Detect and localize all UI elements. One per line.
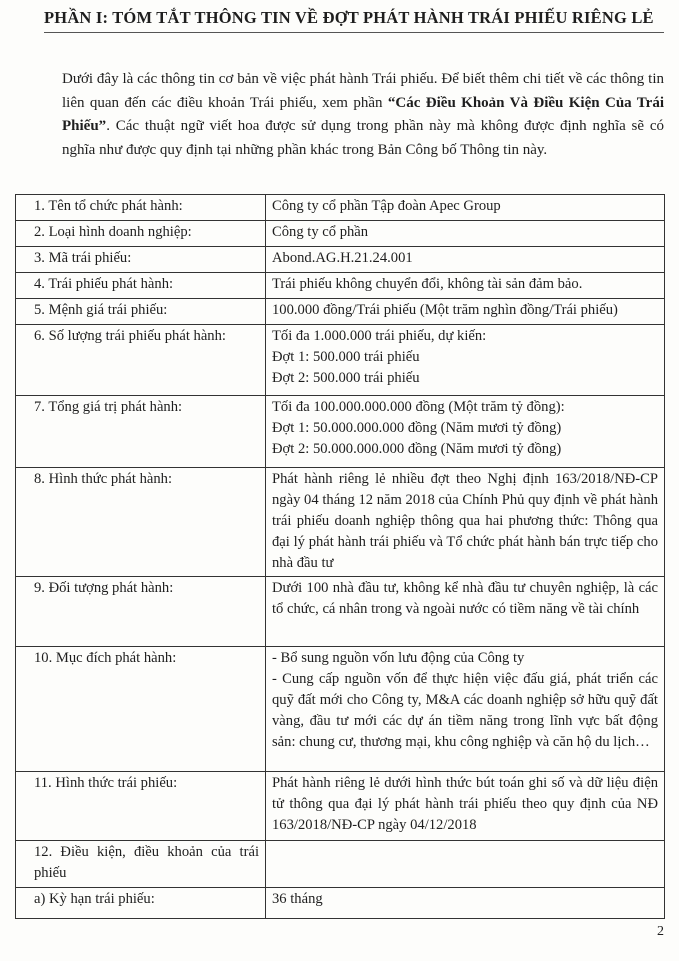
row-value [266,325,665,396]
row-value-line: Đợt 2: 500.000 trái phiếu [272,370,420,386]
intro-text-2: . Các thuật ngữ viết hoa được sử dụng trong phần này mà không được định nghĩa sẽ có nghĩa như được quy định tại những phần khác trong Bản Công bố Thông tin này. [62,118,664,158]
row-value [266,841,665,888]
intro-paragraph [62,68,664,162]
table-row [16,577,665,647]
row-label: 10. Mục đích phát hành: [16,647,266,772]
row-value-line: Đợt 1: 500.000 trái phiếu [272,349,420,365]
row-value [266,577,665,647]
row-label: 12. Điều kiện, điều khoản của trái phiếu [16,841,266,888]
title-underline [44,32,664,33]
row-value-line: Trái phiếu không chuyển đổi, không tài sản đảm bảo. [272,276,583,292]
section-title: PHẦN I: TÓM TẮT THÔNG TIN VỀ ĐỢT PHÁT HÀNH TRÁI PHIẾU RIÊNG LẺ [44,8,654,27]
row-value-line: - Bổ sung nguồn vốn lưu động của Công ty [272,650,525,666]
row-value-line: Tối đa 1.000.000 trái phiếu, dự kiến: [272,328,487,344]
table-row [16,888,665,919]
row-value-line: Công ty cổ phần [272,224,369,240]
row-value [266,772,665,841]
row-value-line: Phát hành riêng lẻ dưới hình thức bút toán ghi số và dữ liệu điện tử thông qua đại lý phát hành trái phiếu theo quy định của NĐ 163/2018/NĐ-CP ngày 04/12/2018 [272,775,658,833]
table-row [16,841,665,888]
row-value [266,221,665,247]
intro-bold-reference: “Các Điều Khoản Và Điều Kiện Của Trái Phiếu” [62,94,664,135]
row-value-line: 36 tháng [272,891,323,907]
row-value [266,647,665,772]
row-value [266,888,665,919]
table-row [16,396,665,468]
row-value [266,396,665,468]
row-value-line: Công ty cổ phần Tập đoàn Apec Group [272,198,501,214]
table-row [16,195,665,221]
row-label: 11. Hình thức trái phiếu: [16,772,266,841]
table-row [16,299,665,325]
row-label: a) Kỳ hạn trái phiếu: [16,888,266,919]
row-label: 7. Tổng giá trị phát hành: [16,396,266,468]
row-value-line: 100.000 đồng/Trái phiếu (Một trăm nghìn đồng/Trái phiếu) [272,302,618,318]
table-row [16,468,665,577]
row-label: 6. Số lượng trái phiếu phát hành: [16,325,266,396]
row-label: 5. Mệnh giá trái phiếu: [16,299,266,325]
row-value-line: - Cung cấp nguồn vốn để thực hiện việc đấu giá, phát triển các quỹ đất mới cho Công ty, M&A các doanh nghiệp sở hữu quỹ đất vàng, đầu tư mới các dự án tiềm năng trong lĩnh vực bất động sản: chung cư, thương mại, khu công nghiệp và căn hộ du lịch… [272,671,658,750]
row-value [266,299,665,325]
bond-info-table [15,194,665,919]
row-label: 8. Hình thức phát hành: [16,468,266,577]
table-row [16,221,665,247]
row-value [266,247,665,273]
row-value-line: Phát hành riêng lẻ nhiều đợt theo Nghị định 163/2018/NĐ-CP ngày 04 tháng 12 năm 2018 của Chính Phủ quy định về phát hành trái phiếu doanh nghiệp thông qua hai phương thức: Thông qua đại lý phát hành trái phiếu và Tổ chức phát hành bán trực tiếp cho nhà đầu tư [272,471,658,571]
table-row [16,647,665,772]
row-value-line: Abond.AG.H.21.24.001 [272,250,413,266]
table-row [16,772,665,841]
page-number: 2 [657,924,664,939]
table-row [16,273,665,299]
row-label: 9. Đối tượng phát hành: [16,577,266,647]
row-label: 2. Loại hình doanh nghiệp: [16,221,266,247]
row-value-line: Tối đa 100.000.000.000 đồng (Một trăm tỷ đồng): [272,399,565,415]
row-value [266,273,665,299]
row-value-line: Đợt 1: 50.000.000.000 đồng (Năm mươi tỷ đồng) [272,420,562,436]
table-row [16,325,665,396]
row-label: 3. Mã trái phiếu: [16,247,266,273]
row-value-line: Dưới 100 nhà đầu tư, không kể nhà đầu tư chuyên nghiệp, là các tổ chức, cá nhân trong và ngoài nước có tiềm năng về tài chính [272,580,658,617]
row-value-line: Đợt 2: 50.000.000.000 đồng (Năm mươi tỷ đồng) [272,441,562,457]
row-label: 4. Trái phiếu phát hành: [16,273,266,299]
row-label: 1. Tên tổ chức phát hành: [16,195,266,221]
row-value [266,468,665,577]
intro-text-1: Dưới đây là các thông tin cơ bản về việc phát hành Trái phiếu. Để biết thêm chi tiết về các thông tin liên quan đến các điều khoản Trái phiếu, xem phần [62,71,664,111]
table-row [16,247,665,273]
row-value [266,195,665,221]
